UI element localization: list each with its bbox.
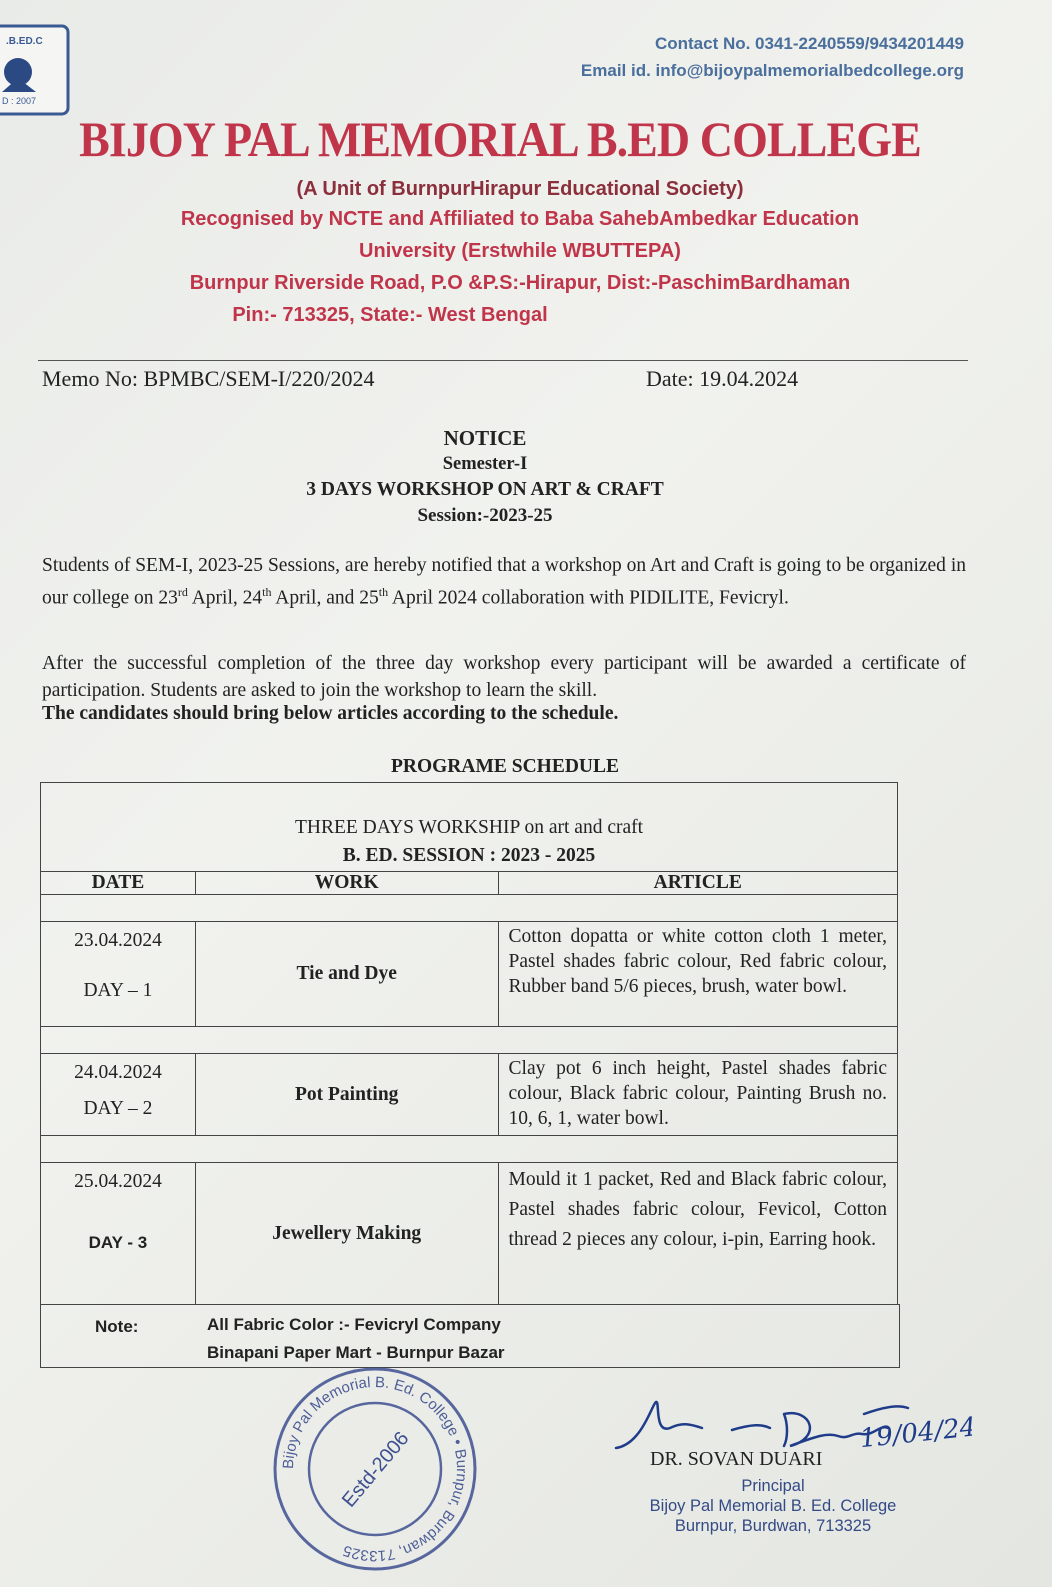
- email-address: Email id. info@bijoypalmemorialbedcollege.org: [580, 61, 964, 80]
- pin-line: Pin:- 713325, State:- West Bengal: [232, 304, 548, 326]
- table-row: [41, 922, 898, 1027]
- row-article: Cotton dopatta or white cotton cloth 1 meter, Pastel shades fabric colour, Red fabric colour, Rubber band 5/6 pieces, brush, water bowl.: [498, 922, 897, 1027]
- row-date: 23.04.2024: [74, 930, 162, 951]
- row-date: 24.04.2024: [74, 1062, 162, 1083]
- notice-workshop: 3 DAYS WORKSHOP ON ART & CRAFT: [306, 479, 664, 500]
- table-caption-row: [41, 783, 898, 872]
- principal-place: Burnpur, Burdwan, 713325: [674, 1517, 872, 1535]
- memo-date: Date: 19.04.2024: [646, 366, 799, 391]
- row-article: Clay pot 6 inch height, Pastel shades fabric colour, Black fabric colour, Painting Brush no. 10, 6, 1, water bowl.: [498, 1054, 897, 1136]
- notice-paragraph-2: After the successful completion of the three day workshop every participant will be awarded a certificate of participation. Students are asked to join the workshop to learn the skill.: [42, 653, 966, 701]
- svg-text:D : 2007: D : 2007: [2, 96, 37, 106]
- stamp-center-text: Estd-2006: [338, 1427, 414, 1512]
- table-row: [41, 1054, 898, 1136]
- table-spacer-row: [41, 1136, 898, 1163]
- contact-block: [581, 30, 964, 84]
- note-line-2: Binapani Paper Mart - Burnpur Bazar: [207, 1343, 505, 1362]
- row-work: Pot Painting: [195, 1054, 498, 1136]
- row-day: DAY - 3: [88, 1233, 148, 1252]
- principal-institution: Bijoy Pal Memorial B. Ed. College: [649, 1497, 897, 1515]
- column-header-work: WORK: [195, 872, 498, 895]
- table-spacer-row: [41, 895, 898, 922]
- principal-designation: Principal: [741, 1477, 805, 1495]
- table-header-row: [41, 872, 898, 895]
- notice-semester: Semester-I: [442, 454, 528, 474]
- note-label: Note:: [95, 1317, 139, 1336]
- notice-session: Session:-2023-25: [417, 505, 553, 526]
- college-logo: [0, 22, 70, 116]
- note-box: [40, 1304, 900, 1368]
- notice-paragraph-1: Students of SEM-I, 2023-25 Sessions, are hereby notified that a workshop on Art and Craft is going to be organized in our college on 23rd April, 24th April, and 25th April 2024 collaboration with PIDILITE, Fevicryl.: [42, 555, 966, 609]
- header-divider: [38, 360, 968, 361]
- unit-line: (A Unit of BurnpurHirapur Educational Society): [296, 178, 744, 200]
- schedule-heading: PROGRAME SCHEDULE: [390, 756, 620, 777]
- stamp-ring-text: Bijoy Pal Memorial B. Ed. College • Burnpur, Burdwan, 713325: [279, 1373, 471, 1565]
- row-article: Mould it 1 packet, Red and Black fabric colour, Pastel shades fabric colour, Fevicol, Cotton thread 2 pieces any colour, i-pin, Earring hook.: [498, 1163, 897, 1305]
- handwritten-date: 19/04/24: [858, 1412, 972, 1455]
- address-line: Burnpur Riverside Road, P.O &P.S:-Hirapur, Dist:-PaschimBardhaman: [189, 272, 851, 294]
- table-row: [41, 1163, 898, 1305]
- column-header-article: ARTICLE: [498, 872, 897, 895]
- college-name: BIJOY PAL MEMORIAL B.ED COLLEGE: [79, 111, 921, 167]
- note-line-1: All Fabric Color :- Fevicryl Company: [207, 1315, 501, 1334]
- principal-title-block: [648, 1476, 898, 1536]
- notice-title: NOTICE: [443, 426, 527, 450]
- principal-name: DR. SOVAN DUARI: [650, 1448, 823, 1470]
- svg-text:.B.ED.C: .B.ED.C: [6, 36, 43, 47]
- recognition-line-2: University (Erstwhile WBUTTEPA): [359, 240, 681, 262]
- row-work: Jewellery Making: [195, 1163, 498, 1305]
- row-date: 25.04.2024: [74, 1171, 162, 1192]
- row-work: Tie and Dye: [195, 922, 498, 1027]
- column-header-date: DATE: [41, 872, 196, 895]
- schedule-table: [40, 782, 898, 1305]
- table-caption-2: B. ED. SESSION : 2023 - 2025: [342, 845, 596, 866]
- recognition-line-1: Recognised by NCTE and Affiliated to Baba SahebAmbedkar Education: [180, 208, 860, 230]
- notice-paragraph-3: The candidates should bring below articles according to the schedule.: [42, 703, 619, 724]
- contact-number: Contact No. 0341-2240559/9434201449: [654, 34, 964, 53]
- table-spacer-row: [41, 1027, 898, 1054]
- college-seal-stamp: [270, 1364, 480, 1574]
- memo-number: Memo No: BPMBC/SEM-I/220/2024: [42, 366, 375, 391]
- table-caption-1: THREE DAYS WORKSHIP on art and craft: [294, 817, 644, 838]
- row-day: DAY – 2: [83, 1098, 153, 1119]
- row-day: DAY – 1: [83, 980, 153, 1001]
